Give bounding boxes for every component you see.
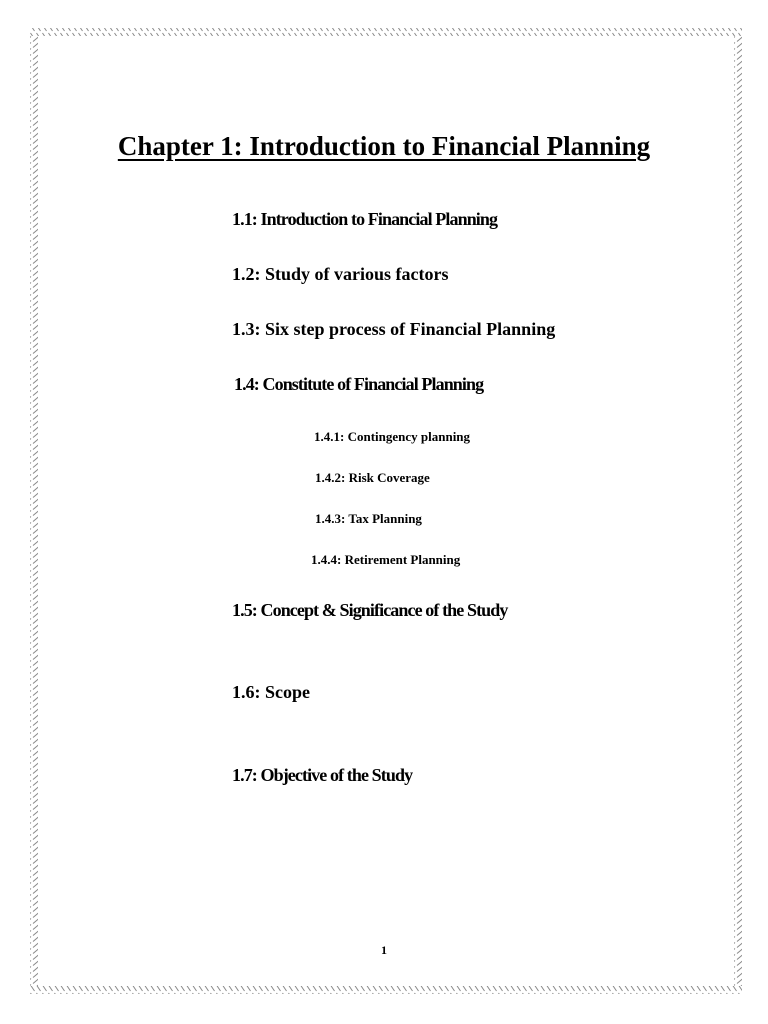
chapter-title: Chapter 1: Introduction to Financial Planning xyxy=(117,131,651,161)
section-1-4: 1.4: Constitute of Financial Planning xyxy=(234,374,484,394)
subsection-1-4-2: 1.4.2: Risk Coverage xyxy=(315,470,430,485)
subsection-1-4-4: 1.4.4: Retirement Planning xyxy=(311,552,461,567)
page-number: 1 xyxy=(381,943,387,957)
section-1-1: 1.1: Introduction to Financial Planning xyxy=(232,209,498,229)
subsection-1-4-3: 1.4.3: Tax Planning xyxy=(315,511,422,526)
section-1-6: 1.6: Scope xyxy=(232,682,310,702)
section-1-5: 1.5: Concept & Significance of the Study xyxy=(232,600,508,620)
section-1-3: 1.3: Six step process of Financial Planning xyxy=(232,319,556,339)
section-1-7: 1.7: Objective of the Study xyxy=(232,765,413,785)
section-1-2: 1.2: Study of various factors xyxy=(232,264,449,284)
subsection-1-4-1: 1.4.1: Contingency planning xyxy=(314,429,471,444)
